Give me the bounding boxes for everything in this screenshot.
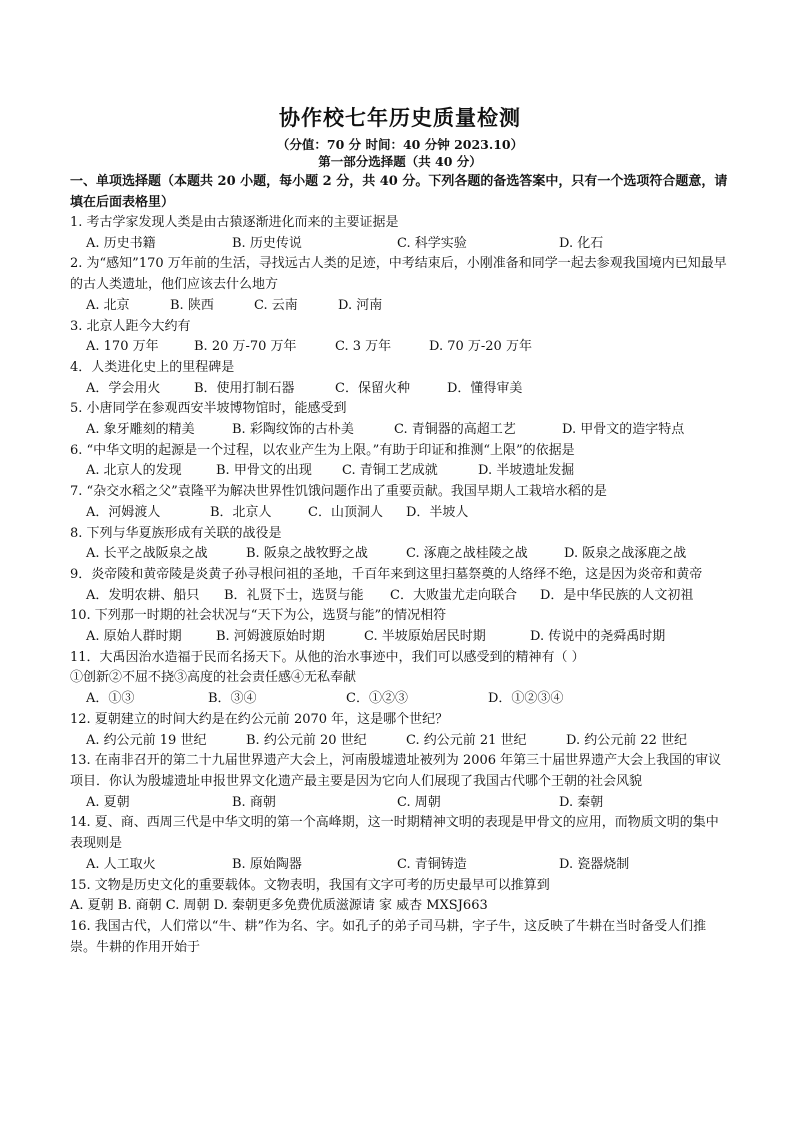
question-2-options <box>70 296 730 317</box>
option: C. 约公元前 21 世纪 <box>406 732 527 748</box>
question-7: 7. “杂交水稻之父”袁隆平为解决世界性饥饿问题作出了重要贡献。我国早期人工栽培水稻的是 <box>70 484 607 500</box>
option: A. 北京 <box>86 297 130 313</box>
question-11-options <box>70 689 730 710</box>
option-line: A. 夏朝 B. 商朝 C. 周朝 D. 秦朝更多免费优质滋源请 家 威杏 MXSJ663 <box>70 898 488 914</box>
option: C. 青铜铸造 <box>397 856 467 872</box>
option: B. 原始陶器 <box>232 856 302 872</box>
option: B. 阪泉之战牧野之战 <box>246 546 368 562</box>
question-12-options <box>70 731 730 752</box>
question-4-options <box>70 379 730 400</box>
exam-page <box>70 104 730 958</box>
question-15: 15. 文物是历史文化的重要载体。文物表明，我国有文字可考的历史最早可以推算到 <box>70 877 550 893</box>
option: B．礼贤下士，选贤与能 <box>224 587 364 603</box>
option: C. 涿鹿之战桂陵之战 <box>406 546 528 562</box>
option: C. 3 万年 <box>335 339 392 355</box>
option: D. 化石 <box>559 235 604 251</box>
option: C．山顶洞人 <box>308 504 383 520</box>
option: C．①②③ <box>346 691 408 707</box>
option: B. 20 万-70 万年 <box>194 339 297 355</box>
option: A．学会用火 <box>86 380 161 396</box>
option: D. 约公元前 22 世纪 <box>566 732 688 748</box>
option: D. 70 万-20 万年 <box>429 339 532 355</box>
question-11-statements: ①创新②不屈不挠③高度的社会责任感④无私奉献 <box>70 670 357 686</box>
question-14-options <box>70 855 730 876</box>
option: D. 秦朝 <box>559 794 604 810</box>
option: A．发明农耕、船只 <box>86 587 200 603</box>
option: D. 阪泉之战涿鹿之战 <box>564 546 687 562</box>
option: D. 瓷器烧制 <box>559 856 630 872</box>
option: C. 周朝 <box>397 794 441 810</box>
option: A. 人工取火 <box>86 856 156 872</box>
option: D. 半坡遗址发掘 <box>478 463 575 479</box>
option: B. 河姆渡原始时期 <box>216 629 325 645</box>
option: B．使用打制石器 <box>194 380 295 396</box>
question-11: 11．大禹因治水造福于民而名扬天下。从他的治水事迹中，我们可以感受到的精神有（ ） <box>70 649 585 665</box>
question-6-options <box>70 461 730 482</box>
option: B. 甲骨文的出现 <box>216 463 312 479</box>
option: B. 商朝 <box>232 794 276 810</box>
question-10: 10. 下列那一时期的社会状况与“天下为公，选贤与能”的情况相符 <box>70 608 447 624</box>
option: A. 北京人的发现 <box>86 463 182 479</box>
option: D．懂得审美 <box>447 380 523 396</box>
option: A. 夏朝 <box>86 794 130 810</box>
question-7-options <box>70 503 730 524</box>
question-8: 8. 下列与华夏族形成有关联的战役是 <box>70 525 282 541</box>
part-one-heading: 第一部分选择题（共 40 分） <box>318 154 482 169</box>
question-2: 2. 为“感知”170 万年前的生活，寻找远古人类的足迹，中考结束后，小刚准备和同学一起去参观我国境内已知最早的古人类遗址，他们应该去什么地方 <box>70 256 727 293</box>
option: A. 170 万年 <box>86 339 159 355</box>
question-9: 9．炎帝陵和黄帝陵是炎黄子孙寻根问祖的圣地，千百年来到这里扫墓祭奠的人络绎不绝，这是因为炎帝和黄帝 <box>70 566 703 582</box>
option: A. 原始人群时期 <box>86 629 182 645</box>
question-14: 14. 夏、商、西周三代是中华文明的第一个高峰期，这一时期精神文明的表现是甲骨文的应用，而物质文明的集中表现则是 <box>70 815 719 852</box>
option: D．是中华民族的人文初祖 <box>540 587 694 603</box>
question-10-options <box>70 627 730 648</box>
option: C. 青铜工艺成就 <box>342 463 438 479</box>
question-1-options <box>70 234 730 255</box>
option: A. 约公元前 19 世纪 <box>86 732 207 748</box>
question-3-options <box>70 337 730 358</box>
option: B．③④ <box>208 691 257 707</box>
option: A. 象牙雕刻的精美 <box>86 422 195 438</box>
option: D．半坡人 <box>406 504 469 520</box>
exam-subtitle: （分值：70 分 时间：40 分钟 2023.10） <box>276 137 524 152</box>
question-13-options <box>70 793 730 814</box>
option: B. 陕西 <box>170 297 214 313</box>
question-13: 13. 在南非召开的第二十九届世界遗产大会上，河南殷墟遗址被列为 2006 年第三十届世界遗产大会上我国的审议项目．你认为殷墟遗址申报世界文化遗产最主要是因为它向人们展现了我国古代哪个王朝的社会风貌 <box>70 753 722 789</box>
question-9-options <box>70 586 730 607</box>
option: C．保留火种 <box>335 380 410 396</box>
question-6: 6. “中华文明的起源是一个过程，以农业产生为上限。”有助于印证和推测“上限”的依据是 <box>70 442 575 458</box>
option: C. 云南 <box>254 297 298 313</box>
question-1: 1. 考古学家发现人类是由古猿逐渐进化而来的主要证据是 <box>70 215 399 230</box>
option: B. 约公元前 20 世纪 <box>246 732 367 748</box>
option: C. 半坡原始居民时期 <box>364 629 486 645</box>
option: B．北京人 <box>210 504 272 520</box>
option: A. 长平之战阪泉之战 <box>86 546 208 562</box>
option: B. 历史传说 <box>232 235 302 251</box>
question-15-options <box>70 896 730 917</box>
question-3: 3. 北京人距今大约有 <box>70 318 191 334</box>
option: A．河姆渡人 <box>86 504 161 520</box>
option: C. 科学实验 <box>397 235 467 251</box>
option: D. 传说中的尧舜禹时期 <box>530 629 666 645</box>
section-one-instructions: 一、单项选择题（本题共 20 小题，每小题 2 分，共 40 分。下列各题的备选答案中，只有一个选项符合题意，请填在后面表格里） <box>70 174 728 210</box>
option: D. 甲骨文的造字特点 <box>562 422 685 438</box>
question-8-options <box>70 544 730 565</box>
option: A．①③ <box>86 691 135 707</box>
question-4: 4．人类进化史上的里程碑是 <box>70 359 235 375</box>
option: A. 历史书籍 <box>86 235 156 251</box>
question-12: 12. 夏朝建立的时间大约是在约公元前 2070 年，这是哪个世纪？ <box>70 711 449 727</box>
exam-title: 协作校七年历史质量检测 <box>279 105 521 130</box>
option: D. 河南 <box>338 297 383 313</box>
option: D．①②③④ <box>488 691 564 707</box>
question-16: 16. 我国古代，人们常以“牛、耕”作为名、字。如孔子的弟子司马耕，字子牛，这反映了牛耕在当时备受人们推崇。牛耕的作用开始于 <box>70 918 707 955</box>
question-5: 5. 小唐同学在参观西安半坡博物馆时，能感受到 <box>70 401 347 417</box>
option: C. 青铜器的高超工艺 <box>394 422 516 438</box>
question-5-options <box>70 420 730 441</box>
option: B. 彩陶纹饰的古朴美 <box>232 422 354 438</box>
option: C．大败蚩尤走向联合 <box>390 587 517 603</box>
